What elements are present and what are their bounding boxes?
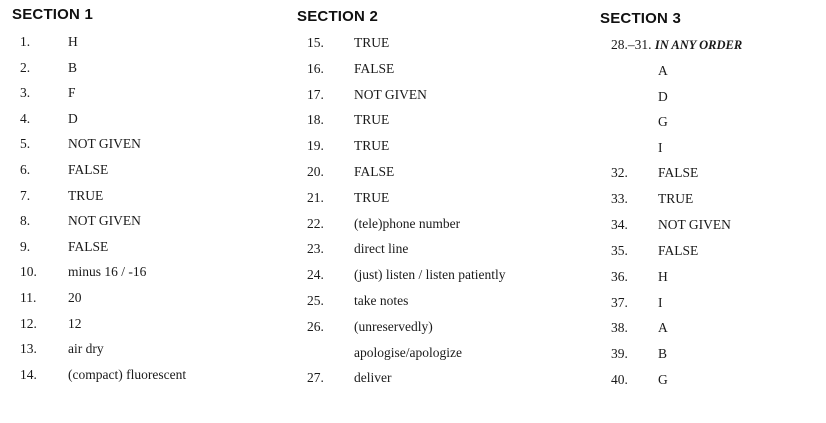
question-number: 15. [307, 35, 324, 50]
question-number: 36. [611, 268, 628, 284]
question-number: 19. [307, 138, 324, 154]
answer-text: (just) listen / listen patiently [354, 267, 506, 283]
question-number: 24. [307, 267, 324, 283]
question-number: 40. [611, 372, 628, 388]
answer-text: FALSE [354, 164, 395, 179]
answer-text: NOT GIVEN [68, 213, 141, 229]
question-number: 14. [20, 366, 37, 382]
answer-text: TRUE [354, 112, 390, 128]
answer-text: 12 [68, 315, 82, 331]
answer-text: take notes [354, 293, 409, 308]
answer-text: apologise/apologize [354, 344, 462, 360]
question-number: 33. [611, 190, 628, 206]
answer-text: TRUE [354, 138, 390, 154]
question-number: 16. [307, 60, 324, 76]
question-number: 23. [307, 241, 324, 257]
question-number: 21. [307, 189, 324, 205]
question-number: 17. [307, 86, 324, 102]
answer-text: H [68, 34, 78, 49]
section-1-heading: SECTION 1 [12, 6, 93, 23]
answer-text: FALSE [658, 242, 699, 258]
question-number: 35. [611, 242, 628, 258]
answer-text: FALSE [658, 165, 699, 180]
answer-text: H [658, 268, 668, 284]
answer-text: FALSE [354, 60, 395, 76]
section-2-heading: SECTION 2 [297, 8, 378, 25]
question-number: 8. [20, 213, 31, 229]
question-number: 10. [20, 264, 37, 280]
group-note: IN ANY ORDER [654, 38, 743, 52]
answer-text: deliver [354, 370, 392, 386]
question-number: 20. [307, 164, 324, 179]
question-number: 13. [20, 341, 37, 357]
question-number: 1. [20, 34, 31, 49]
answer-text: TRUE [354, 35, 390, 50]
answer-text: TRUE [354, 189, 390, 205]
answer-text: minus 16 / -16 [68, 264, 147, 280]
question-number: 2. [20, 59, 31, 75]
question-number: 32. [611, 165, 628, 180]
question-number: 12. [20, 315, 37, 331]
grouped-answer: G [658, 114, 668, 129]
answer-text: air dry [68, 341, 104, 357]
question-number: 5. [20, 136, 31, 152]
answer-text: 20 [68, 290, 82, 305]
answer-text: (compact) fluorescent [68, 366, 187, 382]
answer-text: FALSE [68, 238, 109, 254]
answer-text: (unreservedly) [354, 318, 433, 334]
question-number: 9. [20, 238, 31, 254]
question-number: 6. [20, 162, 31, 177]
answer-text: direct line [354, 241, 409, 257]
answer-text: NOT GIVEN [658, 216, 731, 232]
section-3-heading: SECTION 3 [600, 10, 681, 27]
question-number: 11. [20, 290, 37, 305]
grouped-answer: D [658, 88, 668, 104]
question-number: 3. [20, 85, 31, 101]
answer-text: TRUE [68, 187, 104, 203]
answer-text: B [658, 346, 668, 362]
question-number: 7. [20, 187, 31, 203]
question-number: 37. [611, 294, 628, 310]
grouped-question-label [611, 33, 742, 57]
question-number: 34. [611, 216, 628, 232]
question-number: 27. [307, 370, 324, 386]
grouped-answer: I [658, 139, 663, 155]
answer-text: A [658, 320, 668, 336]
group-range: 28.–31. [611, 37, 652, 52]
grouped-answer: A [658, 63, 668, 78]
answer-text: B [68, 59, 78, 75]
question-number: 38. [611, 320, 628, 336]
answer-text: G [658, 372, 668, 388]
question-number: 25. [307, 293, 324, 308]
question-number: 18. [307, 112, 324, 128]
answer-text: NOT GIVEN [354, 86, 427, 102]
answer-text: F [68, 85, 76, 101]
question-number: 22. [307, 215, 324, 231]
answer-text: FALSE [68, 162, 109, 177]
question-number: 39. [611, 346, 628, 362]
answer-text: D [68, 110, 78, 126]
answer-text: TRUE [658, 190, 694, 206]
question-number: 26. [307, 318, 324, 334]
answer-text: I [658, 294, 663, 310]
answer-text: (tele)phone number [354, 215, 461, 231]
answer-text: NOT GIVEN [68, 136, 141, 152]
question-number: 4. [20, 110, 31, 126]
